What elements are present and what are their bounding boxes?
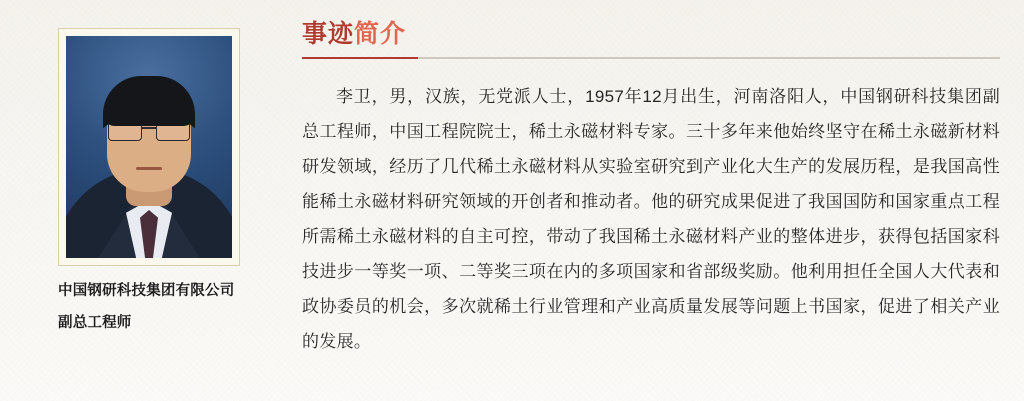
portrait-photo [66,36,232,258]
profile-organization: 中国钢研科技集团有限公司 [58,283,235,299]
heading-secondary: 简介 [354,20,407,48]
section-heading [302,22,1000,57]
profile-job-title: 副总工程师 [58,315,132,331]
heading-primary: 事迹 [302,20,355,48]
biography-text: 李卫，男，汉族，无党派人士，1957年12月出生，河南洛阳人，中国钢研科技集团副总工程师，中国工程院院士，稀土永磁材料专家。三十多年来他始终坚守在稀土永磁新材料研发领域，经历了几代稀土永磁材料从实验室研究到产业化大生产的发展历程，是我国高性能稀土永磁材料研究领域的开创者和推动者。他的研究成果促进了我国国防和国家重点工程所需稀土永磁材料的自主可控，带动了我国稀土永磁材料产业的整体进步，获得包括国家科技进步一等奖一项、二等奖三项在内的多项国家和省部级奖励。他利用担任全国人大代表和政协委员的机会，多次就稀土行业管理和产业高质量发展等问题上书国家，促进了相关产业的发展。 [302,87,1000,351]
profile-column [58,20,268,334]
content-column [268,20,1000,359]
portrait-frame [58,28,240,266]
heading-underline [302,57,1000,59]
glasses-bridge [141,127,157,129]
mouth-shape [136,167,162,170]
